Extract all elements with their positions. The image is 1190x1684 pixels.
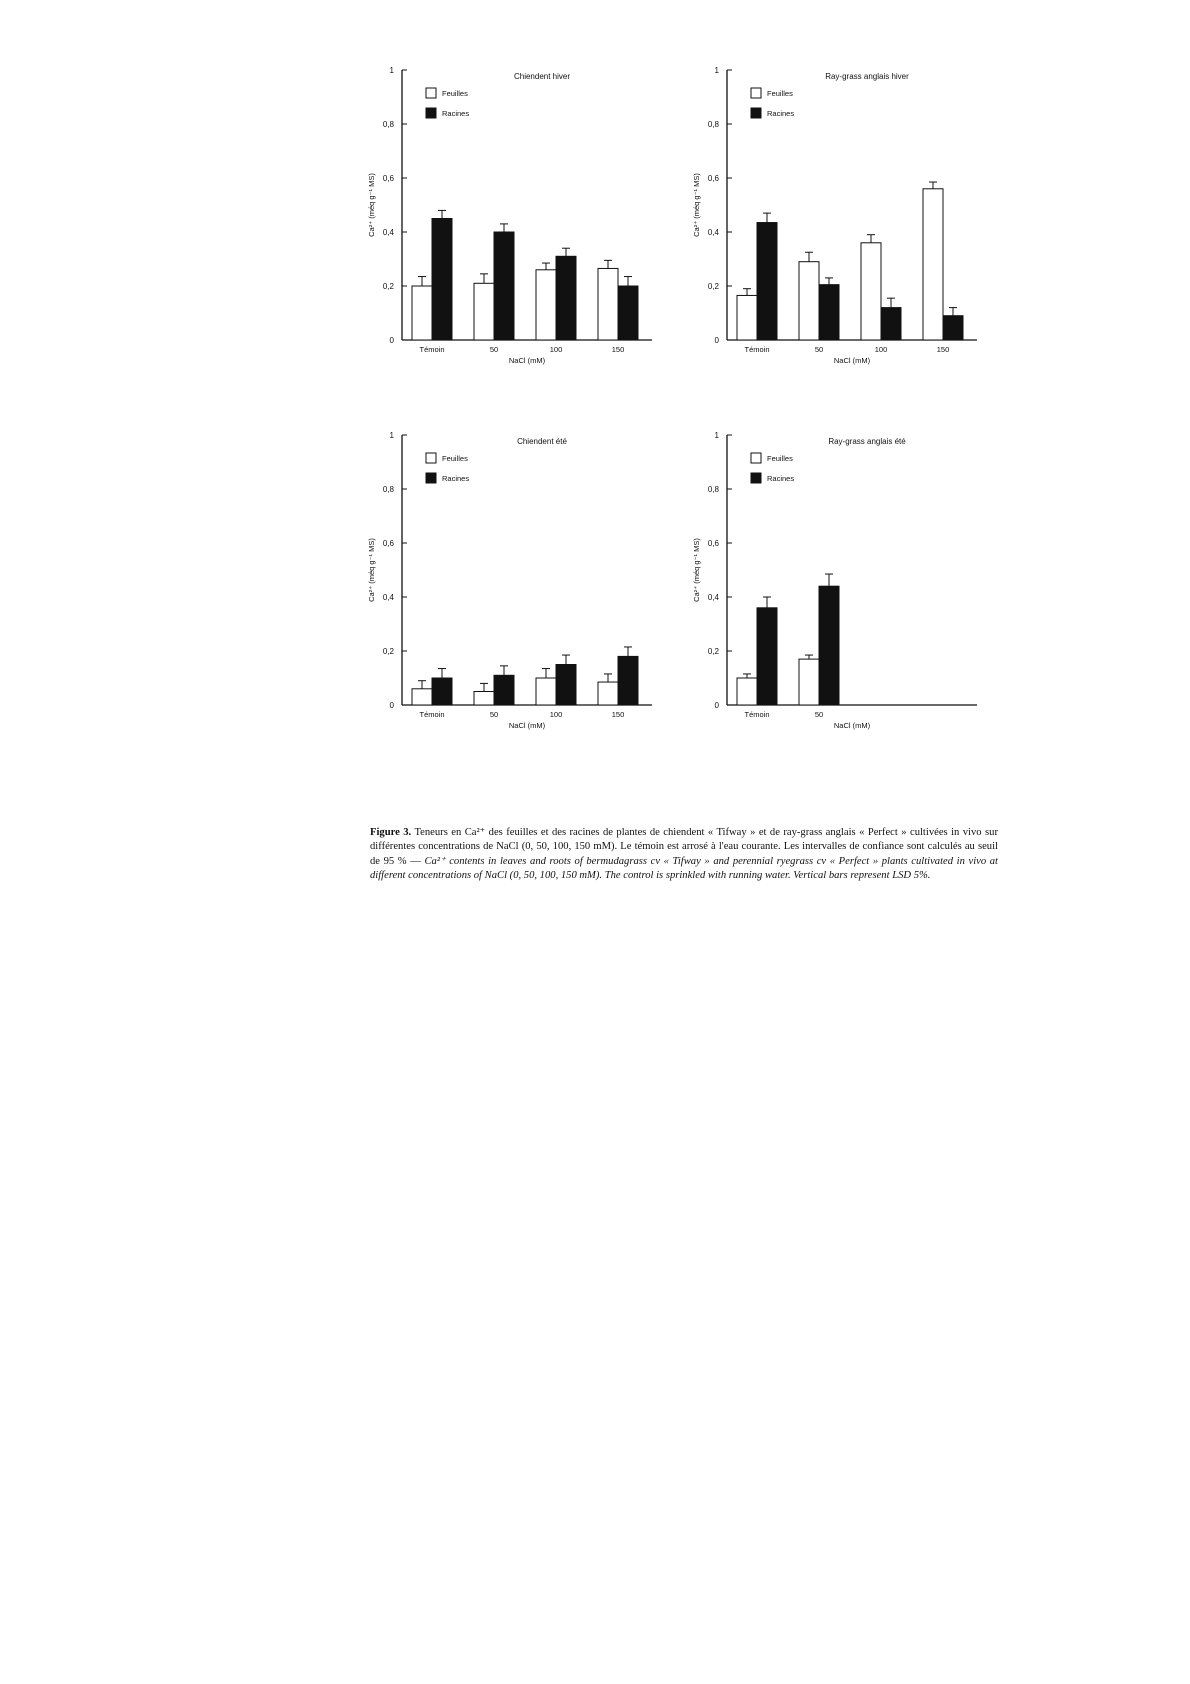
legend-swatch-feuilles — [426, 88, 436, 98]
y-tick-label: 0 — [389, 336, 394, 345]
y-tick-label: 1 — [714, 66, 719, 75]
x-tick-label: Témoin — [419, 345, 445, 354]
x-tick-label: 150 — [611, 345, 625, 354]
x-tick-label: 50 — [814, 345, 824, 354]
bar-racines — [494, 232, 514, 340]
x-tick-label: Témoin — [744, 710, 770, 719]
bar-racines — [432, 219, 452, 341]
bar-feuilles — [923, 189, 943, 340]
x-tick-label: 50 — [489, 345, 499, 354]
bar-racines — [819, 586, 839, 705]
caption-english: Ca²⁺ contents in leaves and roots of bermudagrass cv « Tifway » and perennial ryegrass cv « Perfect » plants cultivated in vivo at different concentrations of NaCl (0, 50, 100, 150 mM). The control is sprinkled with running water. Vertical bars represent LSD 5%. — [370, 855, 998, 882]
bar-racines — [618, 286, 638, 340]
bar-feuilles — [412, 689, 432, 705]
y-tick-label: 1 — [714, 431, 719, 440]
x-tick-label: 150 — [611, 710, 625, 719]
legend-label: Racines — [442, 474, 470, 483]
bar-feuilles — [598, 682, 618, 705]
caption-label: Figure 3. — [370, 827, 412, 838]
bar-racines — [618, 656, 638, 705]
x-axis-label: NaCl (mM) — [508, 721, 546, 730]
legend-swatch-racines — [426, 473, 436, 483]
legend-swatch-feuilles — [426, 453, 436, 463]
chart-svg — [685, 425, 995, 765]
legend-swatch-feuilles — [751, 88, 761, 98]
bar-feuilles — [412, 286, 432, 340]
legend-label: Racines — [767, 474, 795, 483]
legend-label: Feuilles — [767, 454, 793, 463]
bar-racines — [819, 285, 839, 340]
y-axis-label: Ca²⁺ (méq g⁻¹ MS) — [367, 173, 376, 237]
y-tick-label: 0,2 — [382, 647, 394, 656]
bar-feuilles — [536, 678, 556, 705]
x-axis-label: NaCl (mM) — [833, 721, 871, 730]
y-tick-label: 0,8 — [382, 120, 394, 129]
bar-feuilles — [536, 270, 556, 340]
bar-feuilles — [737, 678, 757, 705]
bar-feuilles — [799, 262, 819, 340]
bar-racines — [494, 675, 514, 705]
y-tick-label: 0,2 — [707, 282, 719, 291]
legend-swatch-racines — [426, 108, 436, 118]
y-tick-label: 0 — [714, 336, 719, 345]
chart-title: Ray-grass anglais hiver — [825, 72, 909, 81]
y-tick-label: 0,6 — [382, 539, 394, 548]
y-axis-label: Ca²⁺ (méq g⁻¹ MS) — [692, 538, 701, 602]
y-tick-label: 0,2 — [382, 282, 394, 291]
y-tick-label: 0,6 — [707, 539, 719, 548]
bar-feuilles — [474, 283, 494, 340]
caption-french: Teneurs en Ca²⁺ des feuilles et des racines de plantes de chiendent « Tifway » et de ray-grass anglais « Perfect » cultivées in vivo sur différentes concentrations de NaCl (0, 50, 100, 150 mM). Le témoin est arrosé à l'eau courante. Les intervalles de confiance sont calculés au seuil de 95 % — — [370, 827, 998, 867]
x-axis-label: NaCl (mM) — [833, 356, 871, 365]
chart-svg — [360, 425, 670, 765]
chart-title: Ray-grass anglais été — [828, 437, 906, 446]
figure-caption — [370, 826, 998, 884]
y-tick-label: 0,8 — [382, 485, 394, 494]
bar-feuilles — [737, 295, 757, 340]
bar-feuilles — [474, 692, 494, 706]
legend-swatch-racines — [751, 108, 761, 118]
y-tick-label: 0,2 — [707, 647, 719, 656]
bar-racines — [556, 256, 576, 340]
chart-svg — [685, 60, 995, 400]
legend-label: Feuilles — [767, 89, 793, 98]
y-tick-label: 0,4 — [382, 228, 394, 237]
x-axis-label: NaCl (mM) — [508, 356, 546, 365]
chart-chiendent-ete — [360, 425, 670, 770]
y-tick-label: 0,8 — [707, 120, 719, 129]
x-tick-label: 100 — [549, 345, 563, 354]
bar-racines — [757, 608, 777, 705]
y-tick-label: 1 — [389, 431, 394, 440]
bar-racines — [432, 678, 452, 705]
chart-title: Chiendent hiver — [513, 72, 571, 81]
y-tick-label: 0 — [714, 701, 719, 710]
legend-swatch-racines — [751, 473, 761, 483]
bar-feuilles — [861, 243, 881, 340]
legend-label: Feuilles — [442, 89, 468, 98]
bar-racines — [943, 316, 963, 340]
x-tick-label: 50 — [489, 710, 499, 719]
y-tick-label: 0,4 — [707, 593, 719, 602]
y-tick-label: 0 — [389, 701, 394, 710]
y-tick-label: 0,4 — [382, 593, 394, 602]
x-tick-label: 150 — [936, 345, 950, 354]
bar-racines — [881, 308, 901, 340]
legend-label: Racines — [767, 109, 795, 118]
y-tick-label: 0,8 — [707, 485, 719, 494]
y-axis-label: Ca²⁺ (méq g⁻¹ MS) — [692, 173, 701, 237]
chart-chiendent-hiver — [360, 60, 670, 405]
legend-swatch-feuilles — [751, 453, 761, 463]
bar-racines — [556, 665, 576, 706]
bar-feuilles — [799, 659, 819, 705]
x-tick-label: Témoin — [744, 345, 770, 354]
y-tick-label: 0,4 — [707, 228, 719, 237]
y-tick-label: 1 — [389, 66, 394, 75]
chart-ray-grass-hiver — [685, 60, 995, 405]
y-axis-label: Ca²⁺ (méq g⁻¹ MS) — [367, 538, 376, 602]
legend-label: Racines — [442, 109, 470, 118]
x-tick-label: 100 — [549, 710, 563, 719]
legend-label: Feuilles — [442, 454, 468, 463]
chart-title: Chiendent été — [517, 437, 567, 446]
x-tick-label: 50 — [814, 710, 824, 719]
x-tick-label: 100 — [874, 345, 888, 354]
chart-svg — [360, 60, 670, 400]
y-tick-label: 0,6 — [707, 174, 719, 183]
bar-feuilles — [598, 268, 618, 340]
x-tick-label: Témoin — [419, 710, 445, 719]
chart-ray-grass-ete — [685, 425, 995, 770]
y-tick-label: 0,6 — [382, 174, 394, 183]
bar-racines — [757, 223, 777, 340]
